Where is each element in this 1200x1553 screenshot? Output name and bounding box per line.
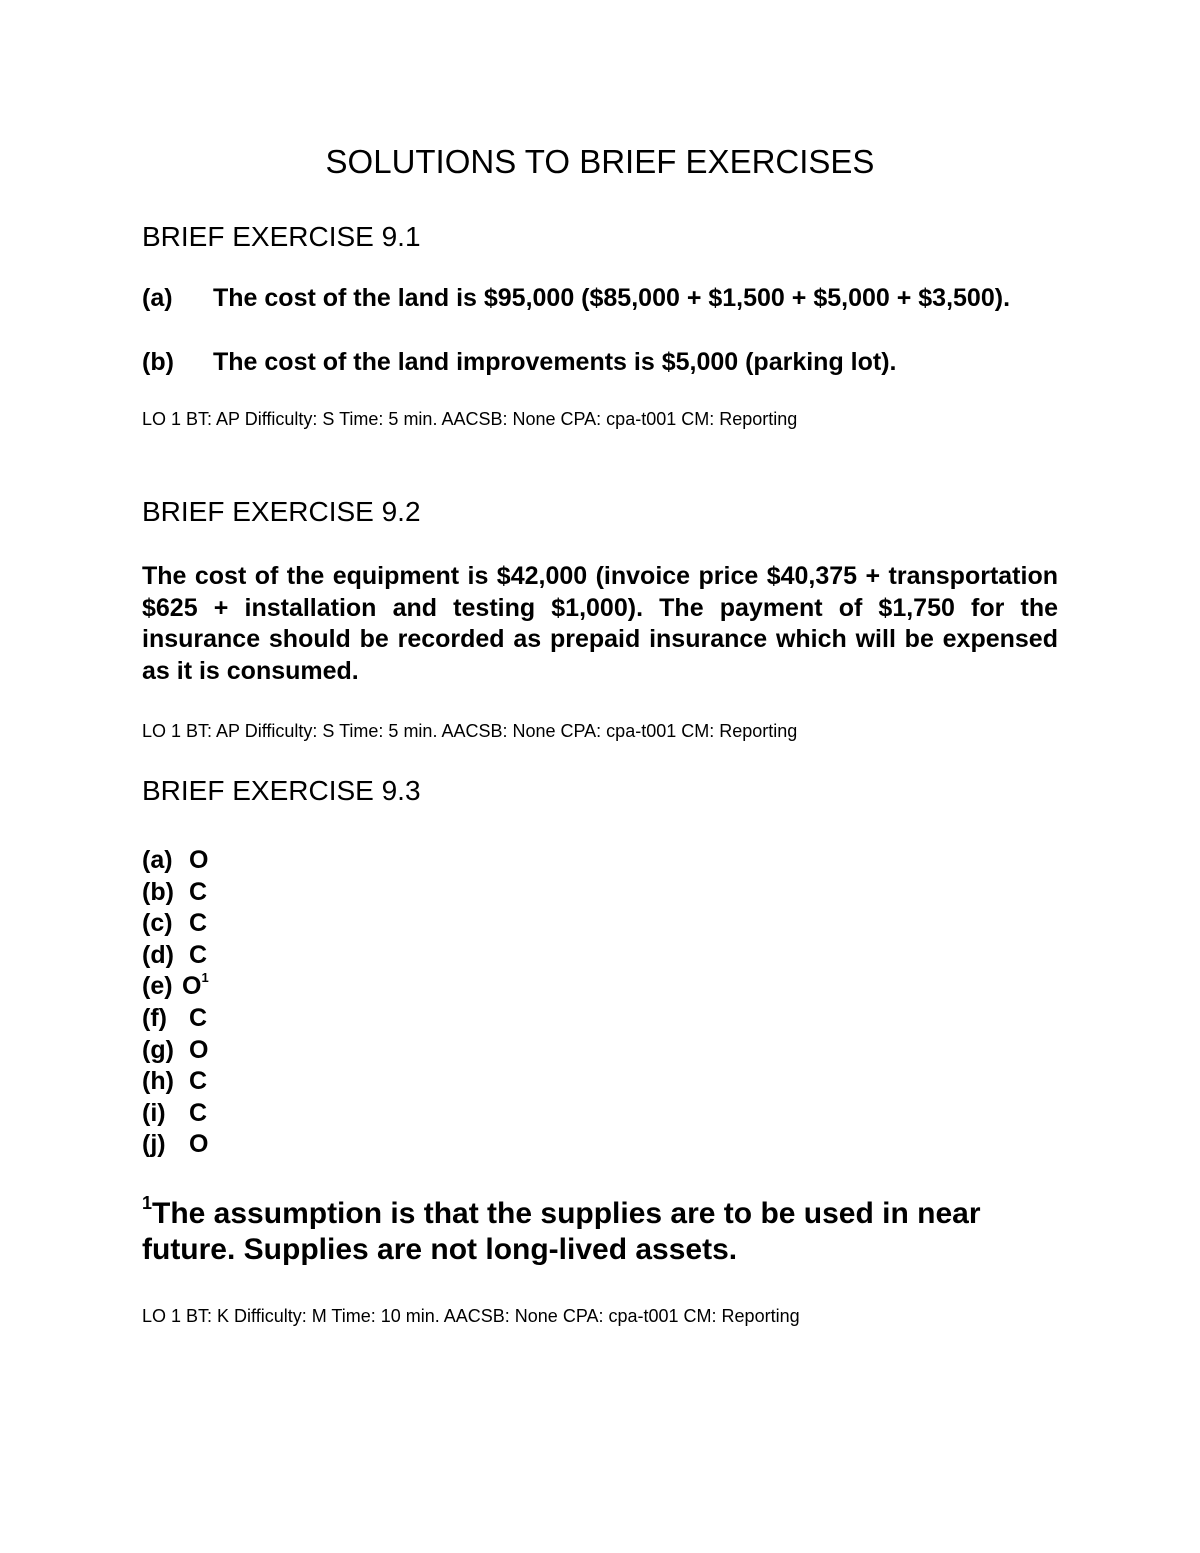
answer-item	[142, 1003, 442, 1035]
answer-item	[142, 1098, 442, 1130]
answer-value: O	[189, 1035, 209, 1064]
answer-value: C	[189, 1067, 208, 1096]
answer-item	[142, 908, 442, 940]
exercise-9-2-meta: LO 1 BT: AP Difficulty: S Time: 5 min. AACSB: None CPA: cpa-t001 CM: Reporting	[142, 721, 798, 741]
item-text: The cost of the land improvements is $5,000 (parking lot).	[213, 348, 897, 376]
answer-label: (h)	[142, 1067, 174, 1096]
answer-item	[142, 971, 442, 1003]
answer-label: (b)	[142, 877, 174, 906]
answer-label: (d)	[142, 940, 174, 969]
exercise-9-1-heading: BRIEF EXERCISE 9.1	[142, 221, 421, 252]
answer-value: O	[182, 972, 202, 1001]
answer-value: O	[189, 1130, 209, 1159]
answer-value: C	[189, 940, 208, 969]
exercise-9-1-item-a	[142, 282, 1058, 314]
exercise-9-2-heading: BRIEF EXERCISE 9.2	[142, 496, 421, 527]
exercise-9-1-meta: LO 1 BT: AP Difficulty: S Time: 5 min. AACSB: None CPA: cpa-t001 CM: Reporting	[142, 409, 798, 429]
footnote-reference: 1	[201, 970, 209, 986]
page-title: SOLUTIONS TO BRIEF EXERCISES	[325, 143, 875, 180]
exercise-9-3-footnote	[142, 1193, 1082, 1268]
answer-item	[142, 845, 442, 877]
answer-label: (c)	[142, 909, 173, 938]
footnote-marker: 1	[142, 1193, 153, 1213]
item-label: (a)	[142, 284, 173, 312]
answer-item	[142, 940, 442, 972]
answer-item	[142, 1129, 442, 1161]
answer-value: C	[189, 1003, 208, 1032]
answer-item	[142, 1066, 442, 1098]
answer-value: C	[189, 1098, 208, 1127]
item-label: (b)	[142, 348, 174, 376]
exercise-9-2-body: The cost of the equipment is $42,000 (invoice price $40,375 + transportation $625 + installation and testing $1,000). The payment of $1,750 for the insurance should be recorded as prepaid insurance which will be expensed as it is consumed.	[142, 562, 1058, 685]
answer-value: C	[189, 877, 208, 906]
item-text: The cost of the land is $95,000 ($85,000 + $1,500 + $5,000 + $3,500).	[213, 284, 1011, 312]
answer-label: (a)	[142, 846, 173, 874]
answer-value: O	[189, 846, 209, 874]
footnote-text: The assumption is that the supplies are to be used in near future. Supplies are not long-lived assets.	[142, 1197, 981, 1266]
exercise-9-1-item-b	[142, 346, 1058, 378]
answer-value: C	[189, 909, 208, 938]
answer-label: (j)	[142, 1130, 166, 1159]
exercise-9-3-meta: LO 1 BT: K Difficulty: M Time: 10 min. AACSB: None CPA: cpa-t001 CM: Reporting	[142, 1306, 800, 1326]
exercise-9-3-heading: BRIEF EXERCISE 9.3	[142, 775, 421, 806]
answer-item	[142, 1035, 442, 1067]
answer-label: (g)	[142, 1035, 174, 1064]
answer-label: (i)	[142, 1098, 166, 1127]
answer-item	[142, 877, 442, 909]
answer-label: (f)	[142, 1003, 167, 1032]
answer-label: (e)	[142, 972, 173, 1001]
exercise-9-3-answer-list	[142, 845, 442, 1161]
